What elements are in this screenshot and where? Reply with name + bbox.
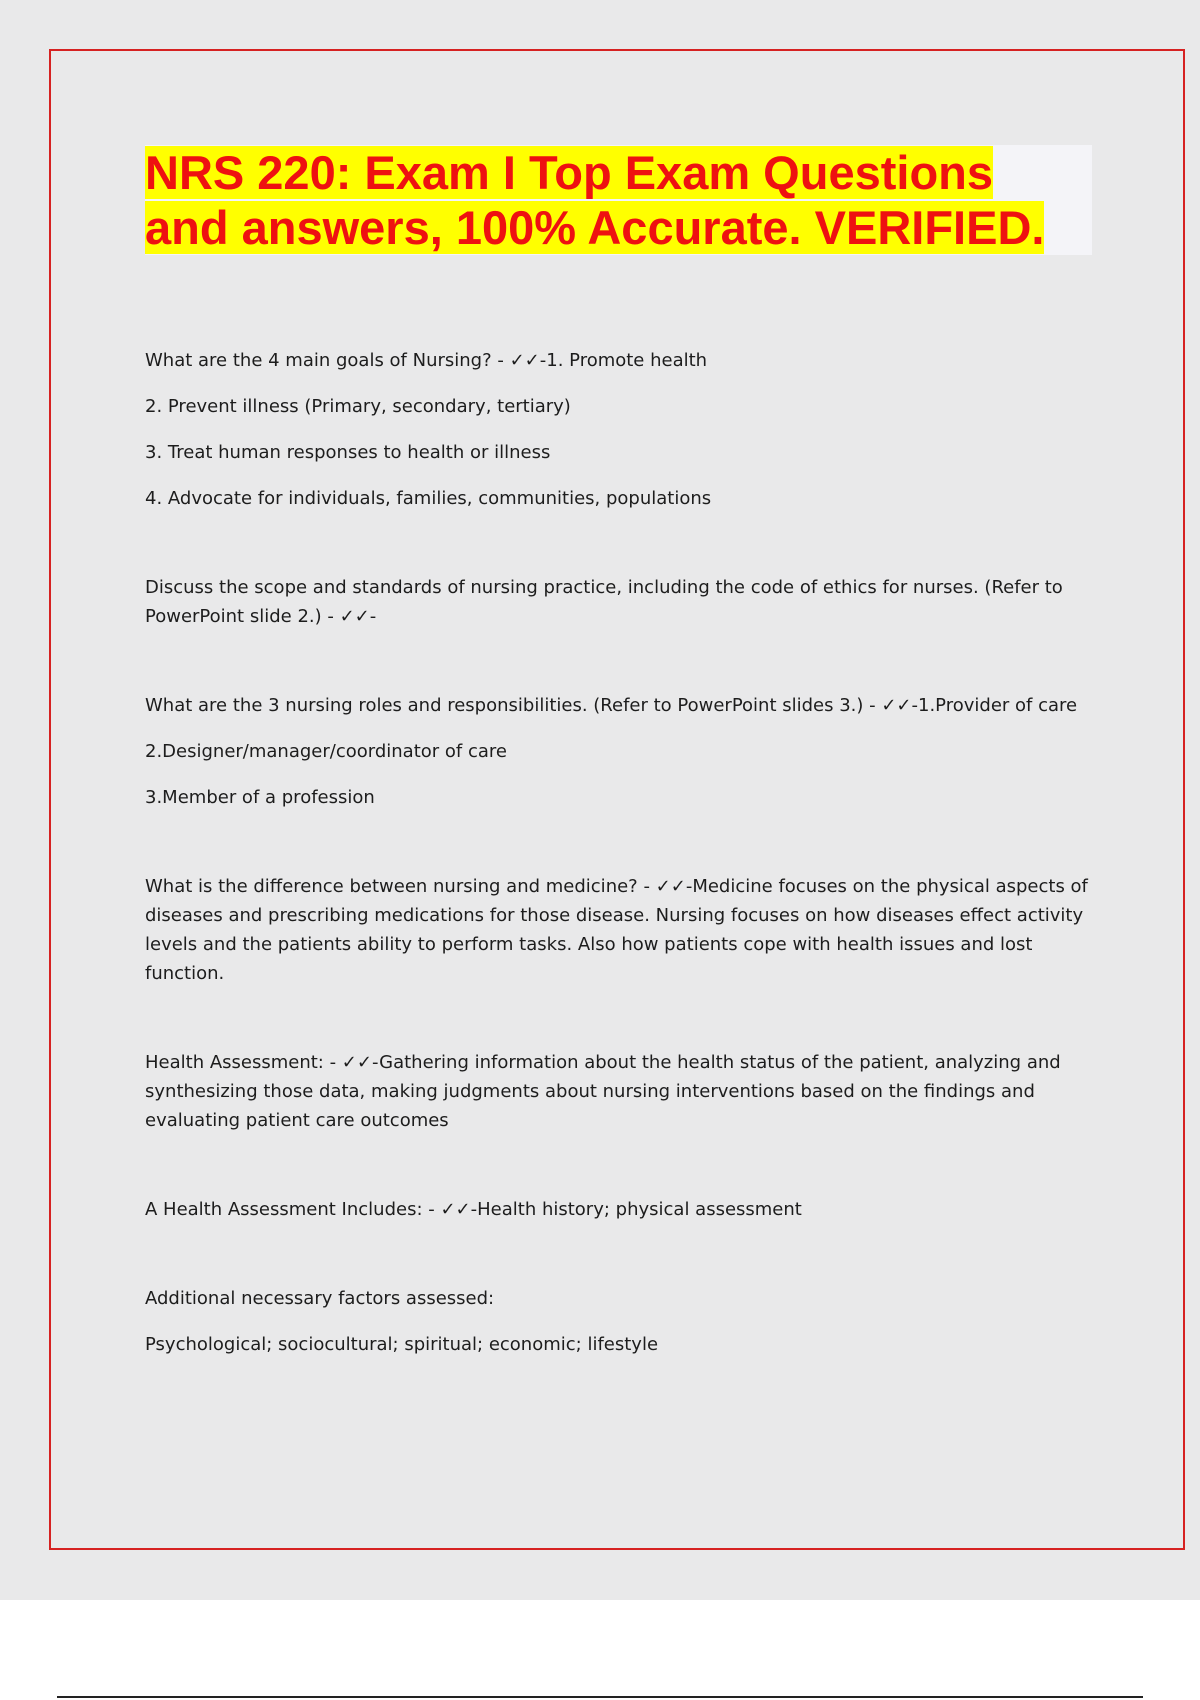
bottom-divider	[57, 1696, 1143, 1698]
question-scope-standards: Discuss the scope and standards of nursing practice, including the code of ethics for nurses. (Refer to PowerPoint slide 2.) - ✓✓-	[145, 577, 1063, 627]
qa-content	[145, 346, 1095, 1359]
question-goals-of-nursing: What are the 4 main goals of Nursing? - ✓✓-1. Promote health	[145, 350, 708, 371]
question-additional-factors: Additional necessary factors assessed:	[145, 1288, 495, 1309]
answer-line-designer-manager: 2.Designer/manager/coordinator of care	[145, 741, 507, 762]
answer-line-prevent-illness: 2. Prevent illness (Primary, secondary, tertiary)	[145, 396, 571, 417]
document-title	[145, 145, 1092, 255]
title-line-2: and answers, 100% Accurate. VERIFIED.	[145, 201, 1045, 254]
answer-line-advocate: 4. Advocate for individuals, families, communities, populations	[145, 488, 712, 509]
answer-line-member-profession: 3.Member of a profession	[145, 787, 375, 808]
title-line-1: NRS 220: Exam I Top Exam Questions	[145, 146, 993, 199]
question-health-assessment: Health Assessment: - ✓✓-Gathering information about the health status of the patient, analyzing and synthesizing those data, making judgments about nursing interventions based on the findings and evaluating patient care outcomes	[145, 1052, 1061, 1131]
answer-line-factors-list: Psychological; sociocultural; spiritual; economic; lifestyle	[145, 1334, 659, 1355]
question-nursing-roles: What are the 3 nursing roles and responsibilities. (Refer to PowerPoint slides 3.) - ✓✓-1.Provider of care	[145, 695, 1078, 716]
question-assessment-includes: A Health Assessment Includes: - ✓✓-Health history; physical assessment	[145, 1199, 802, 1220]
question-nursing-vs-medicine: What is the difference between nursing and medicine? - ✓✓-Medicine focuses on the physical aspects of diseases and prescribing medications for those disease. Nursing focuses on how diseases effect activity levels and the patients ability to perform tasks. Also how patients cope with health issues and lost function.	[145, 876, 1088, 984]
answer-line-treat-responses: 3. Treat human responses to health or illness	[145, 442, 551, 463]
